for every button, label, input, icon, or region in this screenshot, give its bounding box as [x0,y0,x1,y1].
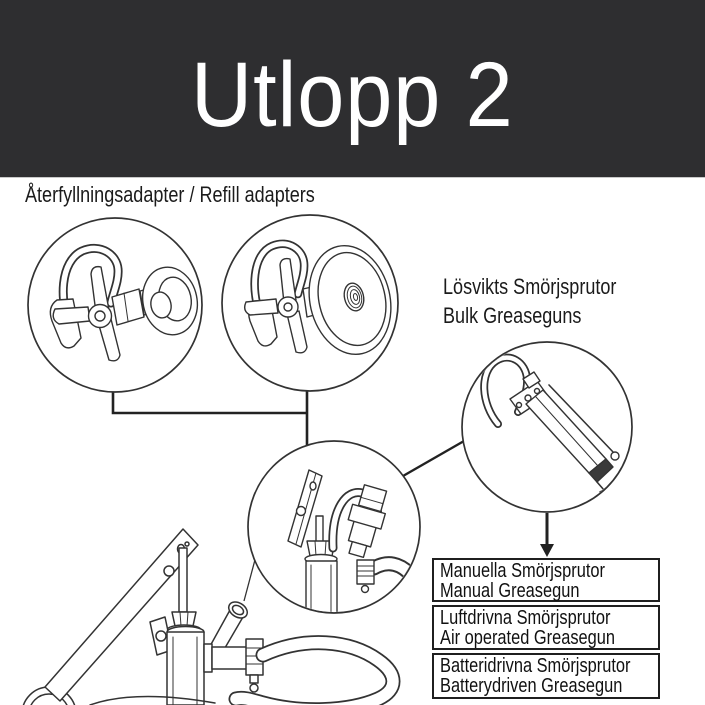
table-row-air-operated [432,605,660,650]
table-row-manual [432,558,660,602]
row-air-line1: Luftdrivna Smörjsprutor [440,607,611,629]
pump-hose-fitting [204,644,212,672]
row-battery-line2: Batterydriven Greasegun [440,674,623,697]
gun-to-table-arrow [540,513,554,557]
row-manual-line2: Manual Greasegun [440,579,580,602]
bulk-greaseguns-label [443,272,616,330]
greasegun-types-table [432,558,660,702]
row-battery-line1: Batteridrivna Smörjsprutor [440,655,631,677]
row-air-line2: Air operated Greasegun [440,626,616,649]
detail-leader-line [244,556,256,601]
page-title: Utlopp 2 [191,44,514,146]
page-title-banner [0,0,705,178]
bulk-greaseguns-label-line2: Bulk Greaseguns [443,303,582,328]
refill-adapters-label: Återfyllningsadapter / Refill adapters [25,182,315,207]
table-row-battery-driven [432,653,660,699]
pump-rod [179,548,187,612]
row-manual-line1: Manuella Smörjsprutor [440,560,605,582]
adapter-bracket-line [113,391,307,446]
bulk-greaseguns-label-line1: Lösvikts Smörjsprutor [443,274,617,299]
detail-to-gun-connector [403,441,464,476]
